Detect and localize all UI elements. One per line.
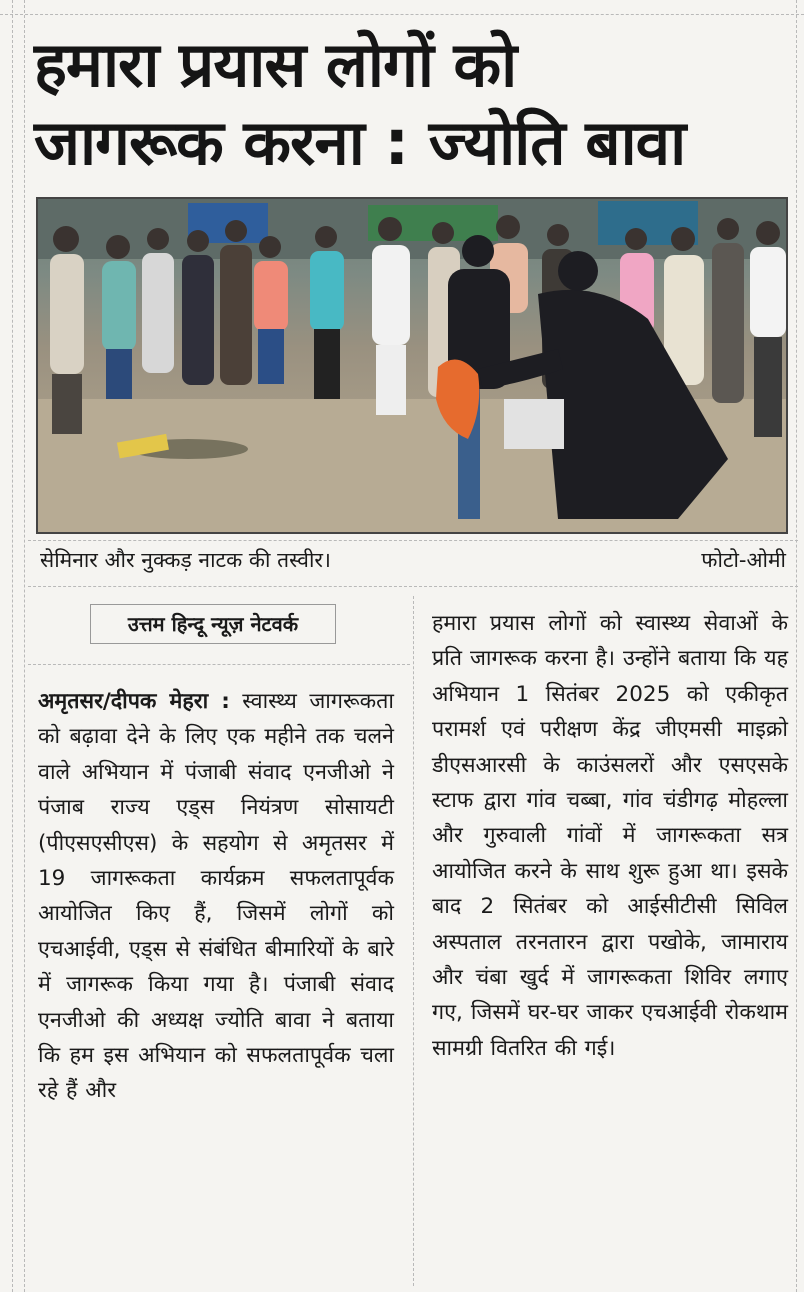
guide-rule-right [796,0,797,1292]
photo-caption: सेमिनार और नुक्कड़ नाटक की तस्वीर। [40,548,331,572]
guide-rule-caption-bottom [28,586,798,587]
article-column-1 [38,684,394,1109]
headline [34,26,794,182]
byline: उत्तम हिन्दू न्यूज़ नेटवर्क [90,604,336,644]
street-play-photo-illustration [38,199,786,532]
guide-rule-caption-top [28,540,798,541]
guide-rule-top [0,14,804,15]
headline-line-2: जागरूक करना : ज्योति बावा [34,106,686,179]
dateline: अमृतसर/दीपक मेहरा : [38,689,230,714]
article-column-2 [432,606,788,1066]
guide-rule-left-inner [24,0,25,1292]
guide-rule-left [12,0,13,1292]
column-divider [413,596,414,1286]
photo-credit: फोटो-ओमी [701,548,786,572]
column-2-body: हमारा प्रयास लोगों को स्वास्थ्य सेवाओं के प्रति जागरूक करना है। उन्होंने बताया कि यह अभियान 1 सितंबर 2025 को एकीकृत परामर्श एवं परीक्षण केंद्र जीएमसी माइक्रो डीएसआरसी के काउंसलरों और एसएसके स्टाफ द्वारा गांव चब्बा, गांव चंडीगढ़ मोहल्ला और गुरुवाली गांवों में जागरूकता सत्र आयोजित करने के साथ शुरू हुआ था। इसके बाद 2 सितंबर को आईसीटीसी सिविल अस्पताल तरनतारन द्वारा पखोके, जामाराय और चंबा खुर्द में जागरूकता शिविर लगाए गए, जिसमें घर-घर जाकर एचआईवी रोकथाम सामग्री वितरित की गई। [432,611,788,1061]
guide-rule-byline-bottom [28,664,410,665]
column-1-body: स्वास्थ्य जागरूकता को बढ़ावा देने के लिए एक महीने तक चलने वाले अभियान में पंजाबी संवाद एनजीओ ने पंजाब राज्य एड्स नियंत्रण सोसायटी (पीएसएसीएस) के सहयोग से अमृतसर में 19 जागरूकता कार्यक्रम सफलतापूर्वक आयोजित किए हैं, जिसमें लोगों को एचआईवी, एड्स से संबंधित बीमारियों के बारे में जागरूक किया गया है। पंजाबी संवाद एनजीओ की अध्यक्ष ज्योति बावा ने बताया कि हम इस अभियान को सफलतापूर्वक चला रहे हैं और [38,689,394,1104]
headline-line-1: हमारा प्रयास लोगों को [34,28,517,101]
news-photo [36,197,788,534]
